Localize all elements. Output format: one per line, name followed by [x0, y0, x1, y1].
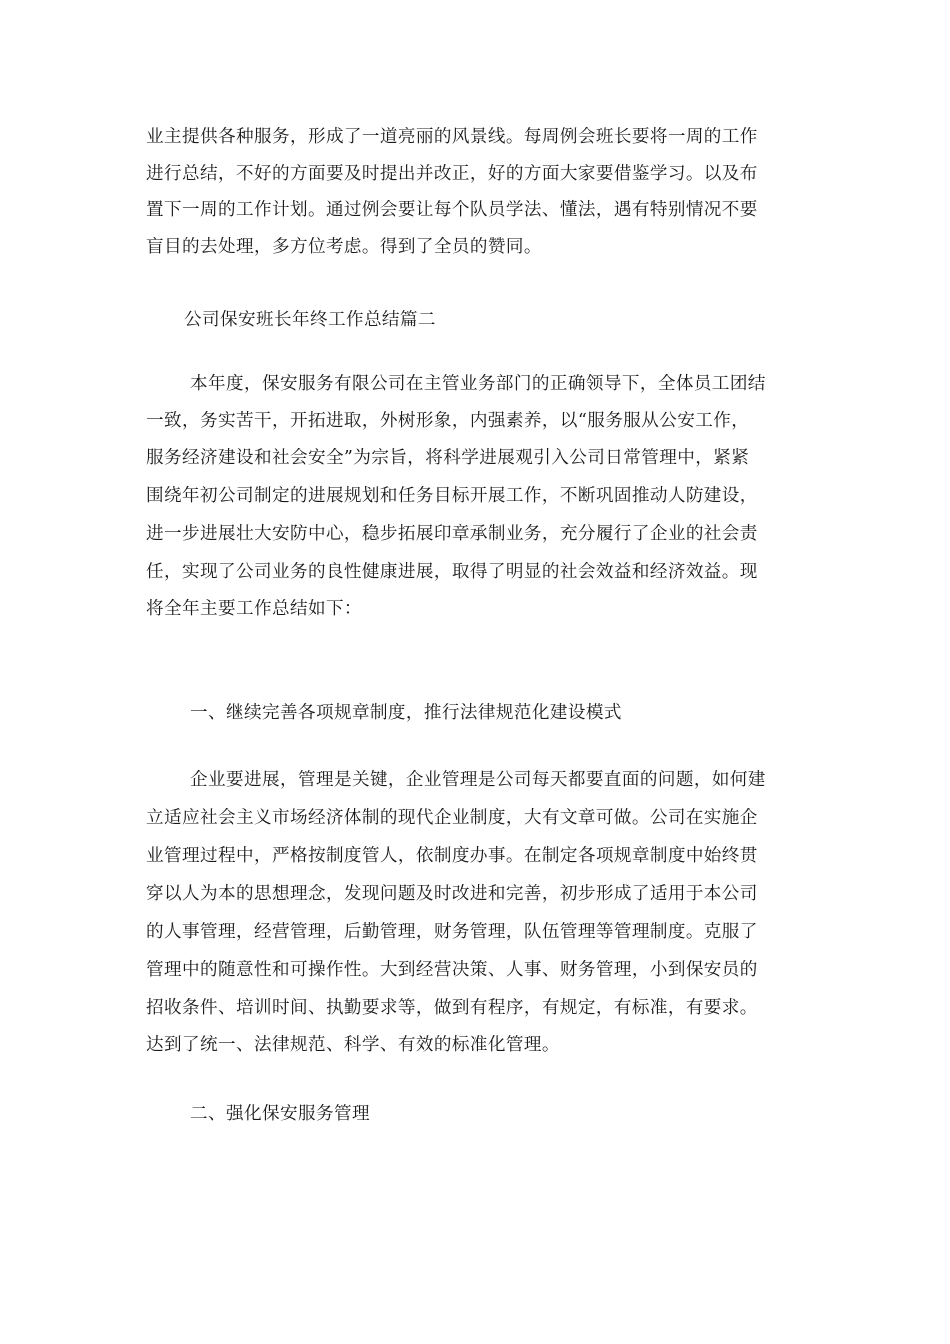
paragraph-2-line: 一致，务实苦干，开拓进取，外树形象，内强素养，以“服务服从公安工作， — [146, 411, 750, 431]
paragraph-2-line: 本年度，保安服务有限公司在主管业务部门的正确领导下，全体员工团结 — [190, 374, 766, 394]
section-2-heading: 二、强化保安服务管理 — [190, 1104, 370, 1124]
section-1-line: 立适应社会主义市场经济体制的现代企业制度，大有文章可做。公司在实施企 — [146, 808, 758, 828]
section-1-line: 业管理过程中，严格按制度管人，依制度办事。在制定各项规章制度中始终贯 — [146, 846, 758, 866]
paragraph-2-line: 任，实现了公司业务的良性健康进展，取得了明显的社会效益和经济效益。现 — [146, 562, 758, 582]
section-1-line: 穿以人为本的思想理念，发现问题及时改进和完善，初步形成了适用于本公司 — [146, 884, 758, 904]
paragraph-2-line: 服务经济建设和社会安全”为宗旨，将科学进展观引入公司日常管理中，紧紧 — [146, 448, 750, 468]
section-1-line: 达到了统一、法律规范、科学、有效的标准化管理。 — [146, 1035, 560, 1055]
paragraph-2-line: 围绕年初公司制定的进展规划和任务目标开展工作，不断巩固推动人防建设， — [146, 486, 758, 506]
paragraph-1-line: 盲目的去处理，多方位考虑。得到了全员的赞同。 — [146, 237, 542, 257]
paragraph-2-line: 将全年主要工作总结如下： — [146, 599, 362, 619]
section-1-line: 管理中的随意性和可操作性。大到经营决策、人事、财务管理，小到保安员的 — [146, 960, 758, 980]
paragraph-1-line: 置下一周的工作计划。通过例会要让每个队员学法、懂法，遇有特别情况不要 — [146, 200, 758, 220]
paragraph-1-line: 业主提供各种服务，形成了一道亮丽的风景线。每周例会班长要将一周的工作 — [146, 127, 758, 147]
section-1-line: 的人事管理，经营管理，后勤管理，财务管理，队伍管理等管理制度。克服了 — [146, 922, 758, 942]
section-1-line: 企业要进展，管理是关键，企业管理是公司每天都要直面的问题，如何建 — [190, 770, 766, 790]
section-1-heading: 一、继续完善各项规章制度，推行法律规范化建设模式 — [190, 703, 622, 723]
article-title: 公司保安班长年终工作总结篇二 — [184, 310, 436, 330]
paragraph-2-line: 进一步进展壮大安防中心，稳步拓展印章承制业务，充分履行了企业的社会责 — [146, 524, 758, 544]
paragraph-1-line: 进行总结，不好的方面要及时提出并改正，好的方面大家要借鉴学习。以及布 — [146, 164, 758, 184]
section-1-line: 招收条件、培训时间、执勤要求等，做到有程序，有规定，有标准，有要求。 — [146, 998, 758, 1018]
